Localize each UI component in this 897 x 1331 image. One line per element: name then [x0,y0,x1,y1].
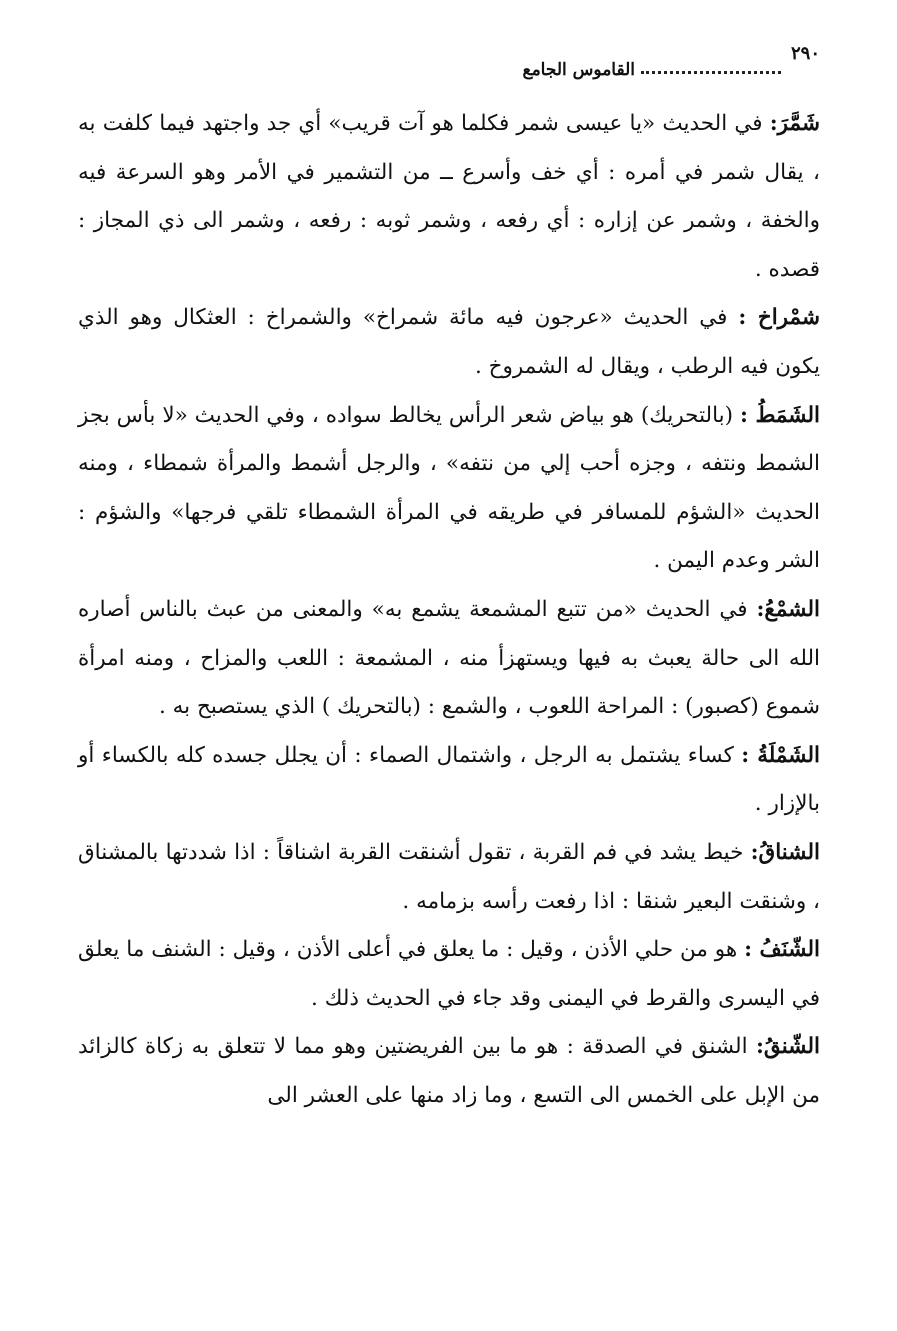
entry-definition: هو من حلي الأذن ، وقيل : ما يعلق في أعلى الأذن ، وقيل : الشنف ما يعلق في اليسرى والقرط في اليمنى وقد جاء في الحديث ذلك . [78,937,820,1011]
entry-shamat [78,392,820,586]
entry-definition: في الحديث «يا عيسى شمر فكلما هو آت قريب» أي جد واجتهد فيما كلفت به ، يقال شمر في أمره : أي خف وأسرع ــ من التشمير في الأمر وهو السرعة فيه والخفة ، وشمر عن إزاره : أي رفعه ، وشمر ثوبه : رفعه ، وشمر الى ذي المجاز : قصده . [78,111,820,282]
entry-definition: خيط يشد في فم القربة ، تقول أشنقت القربة اشناقاً : اذا شددتها بالمشناق ، وشنقت البعير شنقا : اذا رفعت رأسه بزمامه . [78,839,820,914]
entry-shanaf [78,926,820,1023]
entry-definition: في الحديث «عرجون فيه مائة شمراخ» والشمراخ : العثكال وهو الذي يكون فيه الرطب ، ويقال له الشمروخ . [78,305,820,379]
entry-term: الشَمْلَةُ : [741,742,820,768]
entry-shamla [78,732,820,829]
running-head-title: القاموس الجامع [522,60,635,80]
entries-list [78,100,820,1120]
entry-sham [78,586,820,732]
entry-term: الشّنقُ: [755,1034,820,1060]
entry-shammara [78,100,820,294]
entry-shimrakh [78,294,820,391]
running-head [80,32,820,80]
entry-definition: (بالتحريك) هو بياض شعر الرأس يخالط سواده ، وفي الحديث «لا بأس بجز الشمط ونتفه ، وجزه أحب إلي من نتفه» ، والرجل أشمط والمرأة شمطاء ، ومنه الحديث «الشؤم للمسافر في طريقه في المرأة الشمطاء تلقي فرجها» والشؤم : الشر وعدم اليمن . [78,402,820,574]
entry-term: الشناقُ: [750,839,820,865]
page-number: ٢٩٠ [790,43,820,64]
entry-shanaq [78,1023,820,1120]
entry-term: الشمْعُ: [756,596,820,622]
dot-leader [641,71,781,74]
entry-term: الشَمَطُ : [739,402,820,428]
entry-definition: كساء يشتمل به الرجل ، واشتمال الصماء : أن يجلل جسده كله بالكساء أو بالإزار . [78,742,820,817]
entry-term: شمْراخ : [738,305,820,331]
entry-shinaq [78,829,820,926]
entry-term: شَمَّرَ: [769,111,820,136]
entry-term: الشّنَفُ : [744,937,820,963]
entry-definition: الشنق في الصدقة : هو ما بين الفريضتين وهو مما لا تتعلق به زكاة كالزائد من الإبل على الخمس الى التسع ، وما زاد منها على العشر الى [78,1034,820,1108]
entry-definition: في الحديث «من تتبع المشمعة يشمع به» والمعنى من عبث بالناس أصاره الله الى حالة يعبث به فيها ويستهزأ منه ، المشمعة : اللعب والمزاح ، ومنه امرأة شموع (كصبور) : المراحة اللعوب ، والشمع : (بالتحريك ) الذي يستصبح به . [78,596,820,720]
